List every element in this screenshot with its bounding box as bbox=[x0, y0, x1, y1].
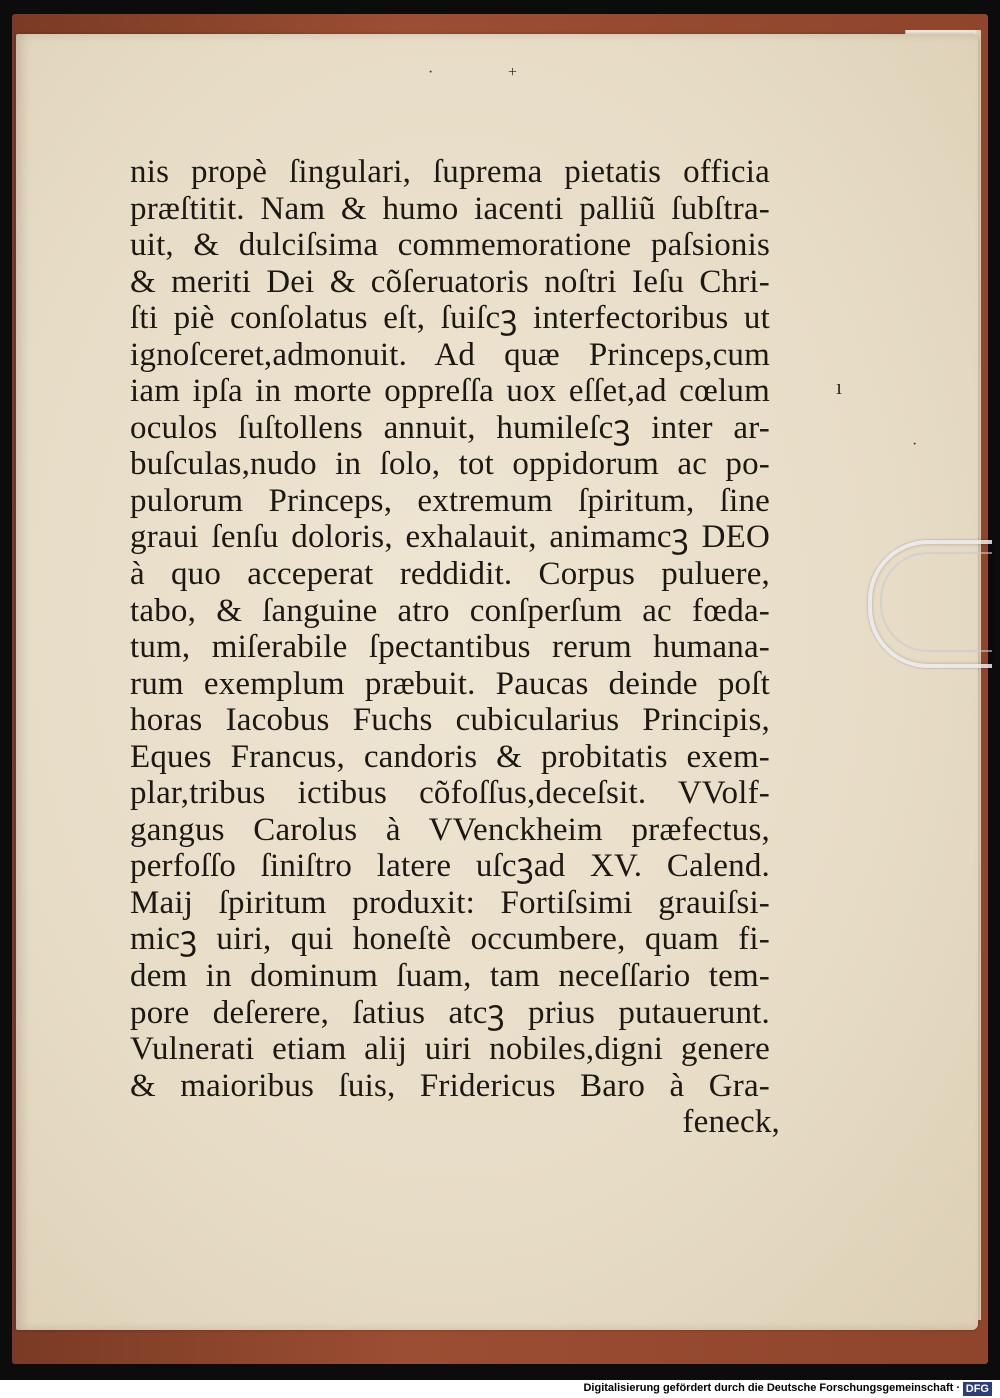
dfg-logo: DFG bbox=[963, 1382, 992, 1396]
text-line: dem in dominum ſuam, tam neceſſario tem- bbox=[130, 958, 770, 995]
text-line: gangus Carolus à VVenckheim præfectus, bbox=[130, 811, 770, 848]
text-line: & maioribus ſuis, Fridericus Baro à Gra- bbox=[130, 1067, 770, 1104]
catchword: feneck, bbox=[682, 1104, 780, 1141]
text-line: plar,tribus ictibus cõfoſſus,deceſsit. VVolf- bbox=[130, 775, 770, 812]
text-line: tum, miſerabile ſpectantibus rerum humana- bbox=[130, 629, 770, 666]
text-line: tabo, & ſanguine atro conſperſum ac fœda- bbox=[130, 592, 770, 629]
paper-clip-inner bbox=[880, 552, 992, 652]
text-line: micꝫ uiri, qui honeſtè occumbere, quam fi- bbox=[130, 921, 770, 958]
text-line: buſculas,nudo in ſolo, tot oppidorum ac po- bbox=[130, 446, 770, 483]
text-line: à quo acceperat reddidit. Corpus puluere, bbox=[130, 556, 770, 593]
text-line: pulorum Princeps, extremum ſpiritum, ſine bbox=[130, 482, 770, 519]
text-line: perfoſſo ſiniſtro latere uſcꝫad XV. Calend. bbox=[130, 848, 770, 885]
text-line: præſtitit. Nam & humo iacenti palliũ ſubſtra- bbox=[130, 190, 770, 227]
body-text bbox=[130, 154, 780, 1141]
funding-credit: Digitalisierung gefördert durch die Deutsche Forschungsgemeinschaft · bbox=[583, 1382, 960, 1394]
text-line: horas Iacobus Fuchs cubicularius Principis, bbox=[130, 702, 770, 739]
text-line: Eques Francus, candoris & probitatis exem- bbox=[130, 738, 770, 775]
text-line: Maij ſpiritum produxit: Fortiſsimi grauiſsi- bbox=[130, 884, 770, 921]
signature-mark: · bbox=[428, 64, 434, 81]
ink-speck: ı bbox=[836, 374, 843, 399]
text-line: Vulnerati etiam alij uiri nobiles,digni genere bbox=[130, 1031, 770, 1068]
text-line: nis propè ſingulari, ſuprema pietatis officia bbox=[130, 154, 770, 190]
text-line: iam ipſa in morte oppreſſa uox eſſet,ad cœlum bbox=[130, 373, 770, 410]
text-line: ignoſceret,admonuit. Ad quæ Princeps,cum bbox=[130, 336, 770, 373]
text-line: ſti piè conſolatus eſt, ſuiſcꝫ interfectoribus ut bbox=[130, 300, 770, 337]
text-line: pore deſerere, ſatius atcꝫ prius putauerunt. bbox=[130, 994, 770, 1031]
text-line: uit, & dulciſsima commemoratione paſsionis bbox=[130, 227, 770, 264]
text-line: oculos ſuſtollens annuit, humileſcꝫ inter ar- bbox=[130, 409, 770, 446]
text-line: & meriti Dei & cõſeruatoris noſtri Ieſu Chri- bbox=[130, 263, 770, 300]
signature-mark: + bbox=[508, 64, 518, 81]
text-line: graui ſenſu doloris, exhalauit, animamcꝫ DEO bbox=[130, 519, 770, 556]
text-line: rum exemplum præbuit. Paucas deinde poſt bbox=[130, 665, 770, 702]
ink-speck: · bbox=[912, 436, 918, 453]
